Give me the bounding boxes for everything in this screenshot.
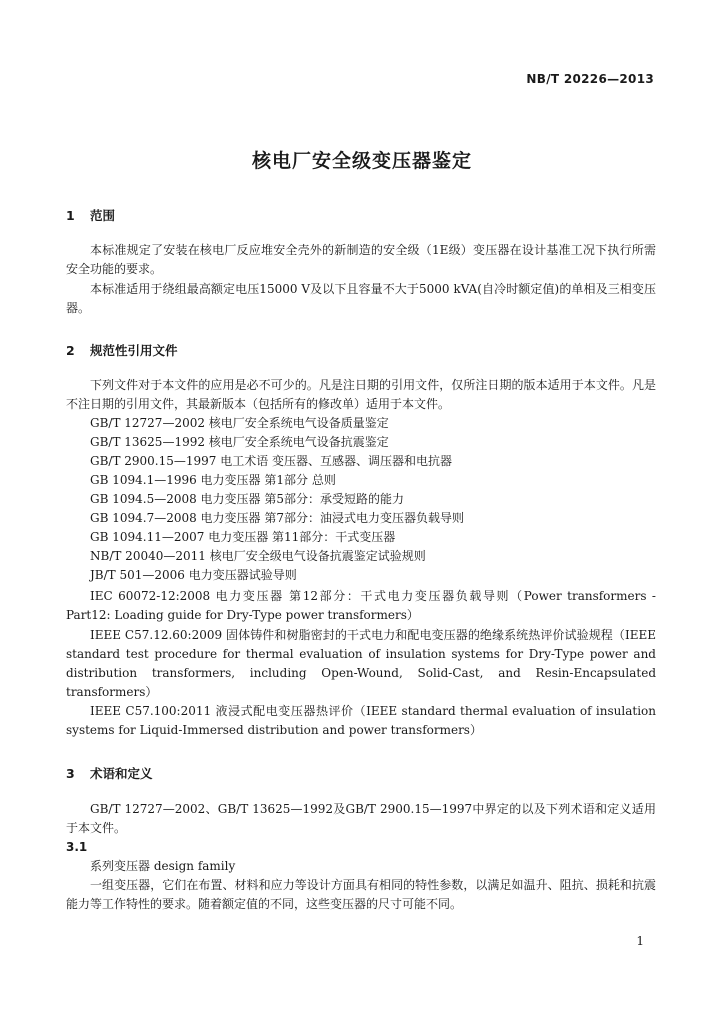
reference-item-long: IEC 60072-12:2008 电力变压器 第12部分：干式电力变压器负载导则（Power transformers - Part12: Loading guide for Dry-Type power transformers）: [66, 589, 656, 622]
term-definition: 一组变压器，它们在布置、材料和应力等设计方面具有相同的特性参数，以满足如温升、阻抗、损耗和抗震能力等工作特性的要求。随着额定值的不同，这些变压器的尺寸可能不同。: [66, 878, 656, 911]
section-3-intro: GB/T 12727—2002、GB/T 13625—1992及GB/T 2900.15—1997中界定的以及下列术语和定义适用于本文件。: [66, 802, 656, 835]
document-title: 核电厂安全级变压器鉴定: [251, 150, 472, 172]
section-3-heading: [66, 764, 153, 782]
reference-item: GB 1094.1—1996 电力变压器 第1部分 总则: [90, 473, 336, 487]
section-1-paragraph: 本标准适用于绕组最高额定电压15000 V及以下且容量不大于5000 kVA(自冷时额定值)的单相及三相变压器。: [66, 282, 656, 315]
section-1-title: 范围: [90, 208, 116, 223]
reference-item-long: IEEE C57.12.60:2009 固体铸件和树脂密封的干式电力和配电变压器的绝缘系统热评价试验规程（IEEE standard test procedure for thermal evaluation of insulation systems for Dry-Type power and distribution transformers, including Open-Wound, Solid-Cast, and Resin-Encapsulated transformers）: [66, 628, 656, 699]
standard-code: NB/T 20226—2013: [526, 72, 654, 86]
reference-item: GB/T 2900.15—1997 电工术语 变压器、互感器、调压器和电抗器: [90, 454, 453, 468]
reference-item: GB/T 12727—2002 核电厂安全系统电气设备质量鉴定: [90, 416, 389, 430]
term-name: 系列变压器 design family: [90, 859, 236, 873]
section-2-title: 规范性引用文件: [90, 343, 178, 358]
reference-item: NB/T 20040—2011 核电厂安全级电气设备抗震鉴定试验规则: [90, 549, 426, 563]
section-3-title: 术语和定义: [90, 766, 153, 781]
section-1-paragraph: 本标准规定了安装在核电厂反应堆安全壳外的新制造的安全级（1E级）变压器在设计基准工况下执行所需安全功能的要求。: [66, 243, 656, 276]
reference-item: GB/T 13625—1992 核电厂安全系统电气设备抗震鉴定: [90, 435, 389, 449]
subsection-number: 3.1: [66, 840, 88, 854]
reference-item-long: IEEE C57.100:2011 液浸式配电变压器热评价（IEEE standard thermal evaluation of insulation systems for Liquid-Immersed distribution and power transformers）: [66, 704, 656, 737]
section-2-number: 2: [66, 343, 75, 358]
reference-item: JB/T 501—2006 电力变压器试验导则: [90, 568, 297, 582]
page-number: 1: [636, 934, 644, 948]
reference-item: GB 1094.11—2007 电力变压器 第11部分：干式变压器: [90, 530, 396, 544]
reference-item: GB 1094.5—2008 电力变压器 第5部分：承受短路的能力: [90, 492, 405, 506]
section-3-number: 3: [66, 766, 75, 781]
reference-item: GB 1094.7—2008 电力变压器 第7部分：油浸式电力变压器负载导则: [90, 511, 465, 525]
section-2-intro: 下列文件对于本文件的应用是必不可少的。凡是注日期的引用文件，仅所注日期的版本适用于本文件。凡是不注日期的引用文件，其最新版本（包括所有的修改单）适用于本文件。: [66, 378, 656, 411]
section-1-number: 1: [66, 208, 75, 223]
section-2-heading: [66, 341, 178, 359]
section-1-heading: [66, 206, 115, 224]
